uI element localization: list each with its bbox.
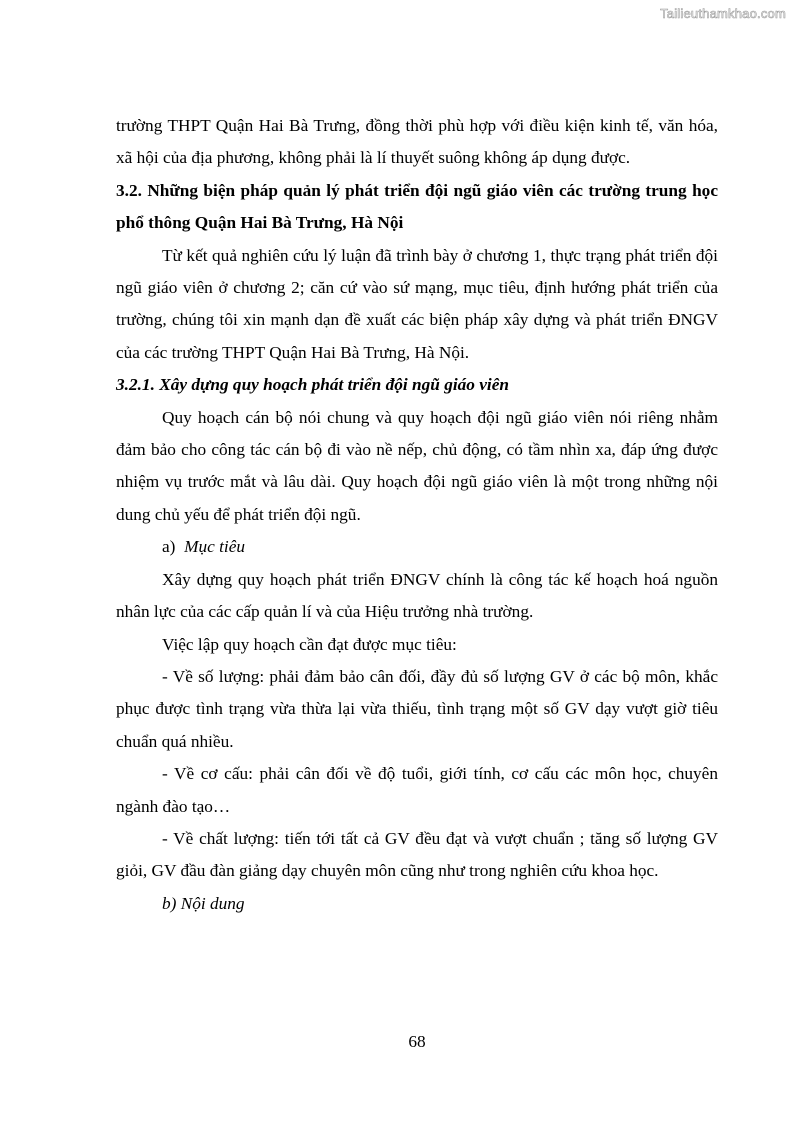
paragraph-objective: Xây dựng quy hoạch phát triển ĐNGV chính là công tác kế hoạch hoá nguồn nhân lực của các cấp quản lí và của Hiệu trưởng nhà trường. [116,569,718,622]
list-item-a-marker: a) [162,537,176,557]
page-number: 68 [408,1032,426,1051]
list-item-a-label: Mục tiêu [184,537,246,557]
paragraph-quality: - Về chất lượng: tiến tới tất cả GV đều đạt và vượt chuẩn ; tăng số lượng GV giỏi, GV đầu đàn giảng dạy chuyên môn cũng như trong nghiên cứu khoa học. [116,828,718,881]
paragraph-continuation: trường THPT Quận Hai Bà Trưng, đồng thời phù hợp với điều kiện kinh tế, văn hóa, xã hội của địa phương, không phải là lí thuyết suông không áp dụng được. [116,116,718,168]
section-heading-3-2: 3.2. Những biện pháp quản lý phát triển đội ngũ giáo viên các trường trung học phổ thông Quận Hai Bà Trưng, Hà Nội [116,180,718,233]
paragraph-structure: - Về cơ cấu: phải cân đối về độ tuổi, giới tính, cơ cấu các môn học, chuyên ngành đào tạo… [116,764,718,816]
page-body [116,110,718,920]
list-item-b: b) Nội dung [162,893,245,913]
paragraph-planning: Quy hoạch cán bộ nói chung và quy hoạch đội ngũ giáo viên nói riêng nhằm đảm bảo cho công tác cán bộ đi vào nề nếp, chủ động, có tầm nhìn xa, đáp ứng được nhiệm vụ trước mắt và lâu dài. Quy hoạch đội ngũ giáo viên là một trong những nội dung chủ yếu để phát triển đội ngũ. [116,407,718,524]
list-item-a [116,531,718,563]
subsection-heading-3-2-1: 3.2.1. Xây dựng quy hoạch phát triển đội ngũ giáo viên [116,375,509,395]
paragraph-intro: Từ kết quả nghiên cứu lý luận đã trình bày ở chương 1, thực trạng phát triển đội ngũ giáo viên ở chương 2; căn cứ vào sứ mạng, mục tiêu, định hướng phát triển của trường, chúng tôi xin mạnh dạn đề xuất các biện pháp xây dựng và phát triển ĐNGV của các trường THPT Quận Hai Bà Trưng, Hà Nội. [116,245,718,362]
paragraph-requirement: Việc lập quy hoạch cần đạt được mục tiêu: [162,634,457,654]
paragraph-quantity: - Về số lượng: phải đảm bảo cân đối, đầy đủ số lượng GV ở các bộ môn, khắc phục được tình trạng vừa thừa lại vừa thiếu, tình trạng một số GV dạy vượt giờ tiêu chuẩn quá nhiều. [116,666,718,751]
watermark-text: Tailieuthamkhao.com [660,6,786,21]
